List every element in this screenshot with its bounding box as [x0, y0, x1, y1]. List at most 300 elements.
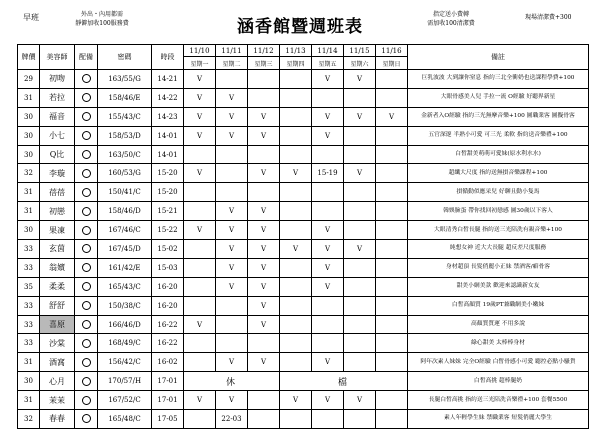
row-number: 29: [18, 70, 40, 89]
day-cell: [344, 334, 376, 353]
time-slot: 17-01: [152, 372, 184, 391]
circle-icon: [82, 339, 91, 348]
time-slot: 14-23: [152, 107, 184, 126]
assign-cell: [75, 88, 98, 107]
day-cell: V: [312, 126, 344, 145]
time-slot: 15-21: [152, 202, 184, 221]
circle-icon: [82, 112, 91, 121]
staff-name: 茉茉: [40, 391, 75, 410]
staff-stats: 170/57/H: [98, 372, 152, 391]
weekday-header: 星期日: [376, 57, 408, 70]
date-header: 11/10: [184, 45, 216, 57]
circle-icon: [82, 74, 91, 83]
day-cell: [376, 145, 408, 164]
row-number: 33: [18, 296, 40, 315]
day-cell: [344, 126, 376, 145]
col-time: 時段: [152, 45, 184, 70]
break-label-right: 檔: [280, 372, 408, 391]
weekday-header: 星期一: [184, 57, 216, 70]
day-cell: [280, 107, 312, 126]
day-cell: V: [184, 221, 216, 240]
day-cell: [344, 221, 376, 240]
col-name: 美容師: [40, 45, 75, 70]
table-row[interactable]: [18, 202, 589, 221]
staff-name: 心月: [40, 372, 75, 391]
page-header: [0, 0, 600, 44]
staff-stats: 168/49/C: [98, 334, 152, 353]
day-cell: V: [312, 391, 344, 410]
table-row[interactable]: [18, 221, 589, 240]
day-cell: [312, 410, 344, 429]
day-cell: [248, 145, 280, 164]
row-number: 31: [18, 88, 40, 107]
circle-icon: [82, 150, 91, 159]
day-cell: [376, 240, 408, 259]
staff-stats: 167/52/C: [98, 391, 152, 410]
tip-note-line1: 指定送小費轉: [432, 11, 469, 18]
day-cell: [280, 70, 312, 89]
staff-stats: 167/46/C: [98, 221, 152, 240]
remark: 甜美小網美款 歡迎來認識新女友: [408, 277, 589, 296]
staff-name: 果凍: [40, 221, 75, 240]
day-cell: [248, 334, 280, 353]
table-row[interactable]: [18, 353, 589, 372]
assign-cell: [75, 240, 98, 259]
weekday-header: 星期四: [280, 57, 312, 70]
row-number: 32: [18, 410, 40, 429]
day-cell: [280, 145, 312, 164]
row-number: 30: [18, 107, 40, 126]
day-cell: V: [248, 296, 280, 315]
day-cell: [376, 221, 408, 240]
day-cell: [376, 88, 408, 107]
assign-cell: [75, 107, 98, 126]
day-cell: [376, 164, 408, 183]
assign-cell: [75, 315, 98, 334]
time-slot: 15-02: [152, 240, 184, 259]
day-cell: [344, 296, 376, 315]
remark: 大眼清秀白皙長腿 指約送三光陪洗有親音樂+100: [408, 221, 589, 240]
time-slot: 15-20: [152, 183, 184, 202]
outcall-note-line2: 靜僻加收100服務費: [75, 20, 129, 27]
weekday-header: 星期二: [216, 57, 248, 70]
day-cell: [344, 145, 376, 164]
day-cell: V: [248, 164, 280, 183]
staff-name: 若拉: [40, 88, 75, 107]
time-slot: 15-22: [152, 221, 184, 240]
circle-icon: [82, 131, 91, 140]
day-cell: V: [344, 107, 376, 126]
day-cell: [184, 353, 216, 372]
day-cell: V: [216, 277, 248, 296]
staff-stats: 165/43/C: [98, 277, 152, 296]
day-cell: [280, 353, 312, 372]
table-row[interactable]: [18, 315, 589, 334]
circle-icon: [82, 414, 91, 423]
day-cell: V: [184, 107, 216, 126]
day-cell: V: [248, 126, 280, 145]
remark: 阿年次素人妹妹 完全O經驗 白皙骨感小可愛 聽控必點小騷貨: [408, 353, 589, 372]
assign-cell: [75, 391, 98, 410]
time-slot: 16-20: [152, 277, 184, 296]
day-cell: V: [184, 70, 216, 89]
row-number: 33: [18, 240, 40, 259]
staff-name: 翁嬪: [40, 258, 75, 277]
row-number: 33: [18, 315, 40, 334]
staff-stats: 155/43/C: [98, 107, 152, 126]
day-cell: [280, 277, 312, 296]
break-label-left: 休: [184, 372, 280, 391]
day-cell: [376, 126, 408, 145]
staff-name: 沙棠: [40, 334, 75, 353]
time-slot: 14-01: [152, 126, 184, 145]
day-cell: V: [216, 240, 248, 259]
day-cell: [280, 88, 312, 107]
table-row[interactable]: [18, 258, 589, 277]
day-cell: [280, 221, 312, 240]
staff-name: 初吻: [40, 70, 75, 89]
table-row[interactable]: [18, 183, 589, 202]
remark: 高顏質質運 不用多說: [408, 315, 589, 334]
day-cell: [216, 70, 248, 89]
day-cell: [344, 277, 376, 296]
remark: 五官深邃 半熟小可愛 可三光 柔軟 指約送音樂禮+100: [408, 126, 589, 145]
assign-cell: [75, 164, 98, 183]
day-cell: [184, 202, 216, 221]
day-cell: V: [312, 107, 344, 126]
circle-icon: [82, 301, 91, 310]
day-cell: [376, 315, 408, 334]
col-assign: 配備: [75, 45, 98, 70]
date-header: 11/11: [216, 45, 248, 57]
day-cell: V: [248, 221, 280, 240]
row-number: 30: [18, 126, 40, 145]
circle-icon: [82, 93, 91, 102]
assign-cell: [75, 126, 98, 145]
time-slot: 16-20: [152, 296, 184, 315]
assign-cell: [75, 221, 98, 240]
day-cell: V: [248, 258, 280, 277]
weekday-header: 星期五: [312, 57, 344, 70]
col-number: 牌價: [18, 45, 40, 70]
remark: 素人年輕學生妹 禁職業客 短髮俏麗大學生: [408, 410, 589, 429]
day-cell: V: [280, 164, 312, 183]
day-cell: [376, 391, 408, 410]
assign-cell: [75, 334, 98, 353]
staff-stats: 158/46/E: [98, 88, 152, 107]
day-cell: [376, 277, 408, 296]
day-cell: [216, 164, 248, 183]
day-cell: 22-03: [216, 410, 248, 429]
table-row[interactable]: [18, 164, 589, 183]
shift-label: 早班: [23, 13, 39, 22]
circle-icon: [82, 263, 91, 272]
day-cell: [184, 277, 216, 296]
staff-name: 李璇: [40, 164, 75, 183]
day-cell: [184, 296, 216, 315]
date-header: 11/15: [344, 45, 376, 57]
day-cell: [280, 126, 312, 145]
day-cell: [280, 202, 312, 221]
day-cell: [312, 145, 344, 164]
staff-name: 柔柔: [40, 277, 75, 296]
table-row[interactable]: [18, 277, 589, 296]
tip-note-line2: 需加收100清潔費: [427, 20, 475, 27]
assign-cell: [75, 353, 98, 372]
row-number: 32: [18, 164, 40, 183]
cleaning-fee-note: 現場清潔費+300: [525, 14, 572, 21]
day-cell: [184, 258, 216, 277]
staff-name: 春春: [40, 410, 75, 429]
table-row[interactable]: [18, 70, 589, 89]
day-cell: [280, 183, 312, 202]
day-cell: [376, 183, 408, 202]
day-cell: V: [216, 258, 248, 277]
day-cell: V: [184, 315, 216, 334]
table-row[interactable]: [18, 334, 589, 353]
remark: 巨乳波波 大到讓你窒息 指約三北全衝奶也送課程學費+100: [408, 70, 589, 89]
day-cell: [312, 296, 344, 315]
day-cell: [280, 296, 312, 315]
staff-name: 酒窩: [40, 353, 75, 372]
staff-name: Q比: [40, 145, 75, 164]
remark: 白皙高挑 超棒腿奶: [408, 372, 589, 391]
day-cell: [248, 183, 280, 202]
assign-cell: [75, 296, 98, 315]
row-number: 31: [18, 353, 40, 372]
day-cell: V: [248, 277, 280, 296]
day-cell: V: [184, 88, 216, 107]
day-cell: V: [312, 353, 344, 372]
weekday-header: 星期六: [344, 57, 376, 70]
day-cell: V: [248, 315, 280, 334]
staff-stats: 167/45/D: [98, 240, 152, 259]
staff-stats: 160/53/G: [98, 164, 152, 183]
staff-name: 玄茵: [40, 240, 75, 259]
day-cell: V: [248, 202, 280, 221]
table-row[interactable]: [18, 145, 589, 164]
staff-name: 蓓蓓: [40, 183, 75, 202]
staff-name: 小七: [40, 126, 75, 145]
row-number: 31: [18, 391, 40, 410]
table-row[interactable]: [18, 88, 589, 107]
table-row[interactable]: [18, 391, 589, 410]
schedule-table: [17, 44, 589, 429]
day-cell: V: [344, 240, 376, 259]
day-cell: [184, 240, 216, 259]
circle-icon: [82, 226, 91, 235]
day-cell: [344, 202, 376, 221]
day-cell: [216, 315, 248, 334]
staff-stats: 150/38/C: [98, 296, 152, 315]
day-cell: V: [248, 107, 280, 126]
staff-stats: 165/48/C: [98, 410, 152, 429]
day-cell: V: [216, 88, 248, 107]
day-cell: V: [280, 391, 312, 410]
time-slot: 14-22: [152, 88, 184, 107]
day-cell: [312, 183, 344, 202]
day-cell: V: [184, 164, 216, 183]
day-cell: V: [312, 240, 344, 259]
day-cell: [344, 315, 376, 334]
row-number: 33: [18, 258, 40, 277]
remark: 純想女神 近大大長腿 超反差尺度服務: [408, 240, 589, 259]
assign-cell: [75, 277, 98, 296]
day-cell: V: [344, 70, 376, 89]
day-cell: [216, 145, 248, 164]
row-number: 30: [18, 221, 40, 240]
staff-name: 舒舒: [40, 296, 75, 315]
assign-cell: [75, 258, 98, 277]
remark: 韓娛臉蛋 帶你找回初戀感 圖30歲以下客人: [408, 202, 589, 221]
circle-icon: [82, 377, 91, 386]
remark: 身材超頂 長髮俏麗小正妹 禁酒客/癖骨客: [408, 258, 589, 277]
assign-cell: [75, 183, 98, 202]
staff-stats: 161/42/E: [98, 258, 152, 277]
staff-name: 喜原: [40, 315, 75, 334]
remark: 白皙甜美萌萌可愛妹(原水利水水): [408, 145, 589, 164]
day-cell: V: [216, 126, 248, 145]
time-slot: 17-05: [152, 410, 184, 429]
circle-icon: [82, 282, 91, 291]
day-cell: [216, 296, 248, 315]
day-cell: [312, 315, 344, 334]
date-header: 11/16: [376, 45, 408, 57]
header-row-dates: [18, 45, 589, 57]
assign-cell: [75, 70, 98, 89]
day-cell: [376, 258, 408, 277]
day-cell: [312, 88, 344, 107]
col-remarks: 備註: [408, 45, 589, 70]
staff-stats: 158/46/D: [98, 202, 152, 221]
time-slot: 15-20: [152, 164, 184, 183]
day-cell: V: [312, 221, 344, 240]
row-number: 33: [18, 334, 40, 353]
day-cell: [280, 334, 312, 353]
time-slot: 14-21: [152, 70, 184, 89]
table-row[interactable]: [18, 107, 589, 126]
day-cell: [312, 202, 344, 221]
day-cell: [248, 70, 280, 89]
day-cell: [184, 183, 216, 202]
day-cell: V: [216, 353, 248, 372]
outcall-note-line1: 外出・內用都需: [80, 11, 123, 18]
time-slot: 15-03: [152, 258, 184, 277]
day-cell: [248, 410, 280, 429]
remark: 長腿白皙高挑 指約送三光陪洗音樂禮+100 套餐5500: [408, 391, 589, 410]
staff-stats: 156/42/C: [98, 353, 152, 372]
day-cell: [216, 183, 248, 202]
page-title: 涵香館暨週班表: [237, 17, 363, 37]
time-slot: 16-22: [152, 315, 184, 334]
day-cell: [344, 258, 376, 277]
day-cell: [312, 334, 344, 353]
day-cell: V: [280, 240, 312, 259]
circle-icon: [82, 244, 91, 253]
time-slot: 16-22: [152, 334, 184, 353]
remark: 大眼骨感美人兒 手拉一流 O經驗 好聽界新星: [408, 88, 589, 107]
staff-stats: 163/55/G: [98, 70, 152, 89]
circle-icon: [82, 320, 91, 329]
table-row[interactable]: [18, 240, 589, 259]
assign-cell: [75, 372, 98, 391]
day-cell: V: [344, 391, 376, 410]
time-slot: 14-01: [152, 145, 184, 164]
staff-name: 初戀: [40, 202, 75, 221]
staff-stats: 163/50/C: [98, 145, 152, 164]
day-cell: V: [184, 391, 216, 410]
day-cell: [376, 296, 408, 315]
row-number: 30: [18, 372, 40, 391]
col-stats: 密碼: [98, 45, 152, 70]
table-row[interactable]: [18, 296, 589, 315]
assign-cell: [75, 145, 98, 164]
day-cell: [344, 410, 376, 429]
day-cell: [376, 202, 408, 221]
day-cell: [280, 315, 312, 334]
staff-name: 福音: [40, 107, 75, 126]
remark: 損循動似應采兒 好聊且動小隻馬: [408, 183, 589, 202]
day-cell: [184, 145, 216, 164]
day-cell: 15-19: [312, 164, 344, 183]
day-cell: [376, 353, 408, 372]
day-cell: [344, 88, 376, 107]
staff-stats: 158/53/D: [98, 126, 152, 145]
day-cell: [376, 334, 408, 353]
day-cell: [184, 410, 216, 429]
table-row[interactable]: [18, 126, 589, 145]
day-cell: V: [216, 391, 248, 410]
circle-icon: [82, 188, 91, 197]
day-cell: V: [216, 221, 248, 240]
day-cell: V: [216, 107, 248, 126]
day-cell: [280, 410, 312, 429]
table-row[interactable]: [18, 410, 589, 429]
day-cell: V: [184, 126, 216, 145]
remark: 超纖大尺度 指約送無損音樂課程+100: [408, 164, 589, 183]
row-number: 35: [18, 277, 40, 296]
day-cell: V: [376, 107, 408, 126]
day-cell: [248, 88, 280, 107]
day-cell: V: [312, 70, 344, 89]
weekday-header: 星期三: [248, 57, 280, 70]
tip-note: [411, 10, 491, 28]
assign-cell: [75, 410, 98, 429]
schedule-rows: [18, 70, 589, 429]
day-cell: V: [216, 202, 248, 221]
date-header: 11/13: [280, 45, 312, 57]
day-cell: [248, 391, 280, 410]
circle-icon: [82, 358, 91, 367]
date-header: 11/12: [248, 45, 280, 57]
time-slot: 17-01: [152, 391, 184, 410]
day-cell: V: [312, 258, 344, 277]
staff-stats: 166/46/D: [98, 315, 152, 334]
circle-icon: [82, 169, 91, 178]
day-cell: [376, 70, 408, 89]
staff-stats: 150/41/C: [98, 183, 152, 202]
day-cell: V: [344, 164, 376, 183]
row-number: 31: [18, 183, 40, 202]
assign-cell: [75, 202, 98, 221]
day-cell: V: [248, 353, 280, 372]
circle-icon: [82, 207, 91, 216]
day-cell: [344, 183, 376, 202]
table-row[interactable]: [18, 372, 589, 391]
remark: 白皙高顏質 19歲PT兼職網美小嫩妹: [408, 296, 589, 315]
day-cell: V: [312, 277, 344, 296]
date-header: 11/14: [312, 45, 344, 57]
